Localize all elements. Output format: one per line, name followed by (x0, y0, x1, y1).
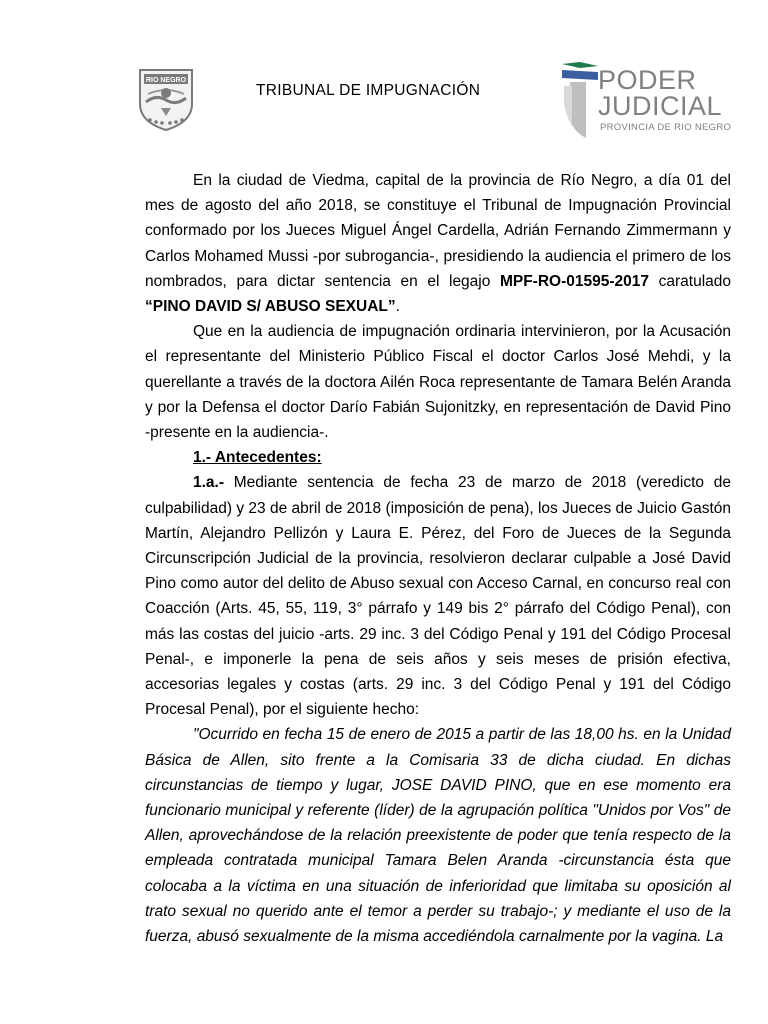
logo-line-provincia: PROVINCIA DE RIO NEGRO (600, 122, 732, 133)
intro-text: En la ciudad de Viedma, capital de la provincia de Río Negro, a día 01 del mes de agosto del año 2018, se constituye el Tribunal de Impugnación Provincial conformado por los Jueces Miguel Ángel Cardella, Adrián Fernando Zimmermann y Carlos Mohamed Mussi -por subrogancia-, presidiendo la audiencia el primero de los nombrados, para dictar sentencia en el legajo (145, 172, 731, 290)
intro-middle-text: caratulado (649, 272, 731, 290)
paragraph-1a-text: Mediante sentencia de fecha 23 de marzo de 2018 (veredicto de culpabilidad) y 23 de abril de 2018 (imposición de pena), los Jueces de Juicio Gastón Martín, Alejandro Pellizón y Laura E. Pérez, del Foro de Jueces de la Segunda Circunscripción Judicial de la provincia, resolvieron declarar culpable a José David Pino como autor del delito de Abuso sexual con Acceso Carnal, en concurso real con Coacción (Arts. 45, 55, 119, 3° párrafo y 149 bis 2° párrafo del Código Penal), con más las costas del juicio -arts. 29 inc. 3 del Código Penal y 191 del Código Procesal Penal-, e imponerle la pena de seis años y seis meses de prisión efectiva, accesorias legales y costas (arts. 29 inc. 3 del Código Penal y 191 del Código Procesal Penal), por el siguiente hecho: (145, 474, 731, 719)
seal-text: RIO NEGRO (145, 77, 187, 84)
paragraph-intro (145, 168, 731, 319)
rio-negro-seal-icon (134, 64, 198, 132)
logo-line-judicial: JUDICIAL (598, 91, 723, 121)
poder-judicial-logo (560, 60, 740, 140)
intro-end-text: . (395, 298, 400, 316)
logo-line-poder: PODER (598, 65, 697, 95)
quoted-facts: "Ocurrido en fecha 15 de enero de 2015 a partir de las 18,00 hs. en la Unidad Básica de Allen, sito frente a la Comisaria 33 de dicha ciudad. En dichas circunstancias de tiempo y lugar, JOSE DAVID PINO, que en ese momento era funcionario municipal y referente (líder) de la agrupación política "Unidos por Vos" de Allen, aprovechándose de la relación preexistente de poder que tenía respecto de la empleada contratada municipal Tamara Belen Aranda -circunstancia ésta que colocaba a la víctima en una situación de inferioridad que limitaba su oposición al trato sexual no querido ante el temor a perder su trabajo-; y mediante el uso de la fuerza, abusó sexualmente de la misma accediéndola carnalmente por la vagina. La (145, 726, 731, 946)
poder-judicial-mark-icon (560, 60, 600, 140)
document-body (145, 168, 731, 949)
paragraph-1a (145, 470, 731, 722)
paragraph-label-1a: 1.a.- (193, 474, 225, 492)
case-caption: “PINO DAVID S/ ABUSO SEXUAL” (145, 298, 396, 316)
court-title: TRIBUNAL DE IMPUGNACIÓN (256, 82, 481, 99)
paragraph-parties: Que en la audiencia de impugnación ordinaria intervinieron, por la Acusación el representante del Ministerio Público Fiscal el doctor Carlos José Mehdi, y la querellante a través de la doctora Ailén Roca representante de Tamara Belén Aranda y por la Defensa el doctor Darío Fabián Sujonitzky, en representación de David Pino -presente en la audiencia-. (145, 323, 731, 442)
legajo-number: MPF-RO-01595-2017 (499, 272, 650, 290)
section-heading-antecedentes: 1.- Antecedentes: (193, 449, 322, 467)
